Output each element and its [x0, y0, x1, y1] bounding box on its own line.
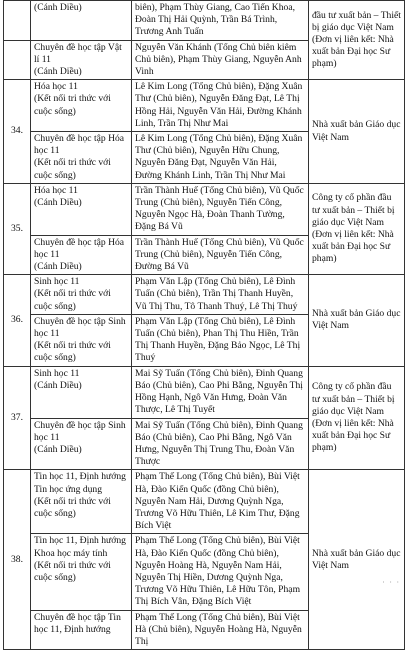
book-title: (Cánh Diều)	[31, 1, 132, 41]
table-row	[4, 1, 405, 41]
book-title: Chuyên đề học tập Tin học 11, Định hướng	[31, 610, 132, 650]
table-row	[4, 80, 405, 132]
book-title: Chuyên đề học tập Vật lí 11 (Cánh Diều)	[31, 40, 132, 80]
authors: Phạm Văn Lập (Tổng Chủ biên), Lê Đình Tuấn (Chủ biên), Phan Thị Thu Hiền, Trần Thị Thanh Huyền, Đặng Bảo Ngọc, Lê Thị Thuý	[132, 314, 309, 366]
publisher: Nhà xuất bản Giáo dục Việt Nam	[309, 80, 405, 184]
book-title: Hóa học 11 (Kết nối tri thức với cuộc sống)	[31, 80, 132, 132]
authors: Phạm Thế Long (Tổng Chủ biên), Bùi Việt Hà, Đào Kiến Quốc (đồng Chủ biên), Nguyễn Hoàng Hà, Nguyễn Nam Hải, Nguyễn Thị Hiền, Dương Quỳnh Nga, Trương Võ Hữu Thiên, Lê Hữu Tôn, Phạm Thị Bích Vân, Đặng Bích Việt	[132, 534, 309, 610]
book-title: Sinh học 11 (Cánh Diều)	[31, 366, 132, 418]
publisher: Nhà xuất bản Giáo dục Việt Nam	[309, 470, 405, 650]
authors: Lê Kim Long (Tổng Chủ biên), Đặng Xuân Thư (Chủ biên), Nguyễn Đăng Đạt, Lê Thị Hồng Hải, Nguyễn Văn Hải, Đường Khánh Linh, Trần Thị Như Mai	[132, 80, 309, 132]
book-title: Hóa học 11 (Cánh Diều)	[31, 183, 132, 235]
row-number: 34.	[4, 80, 31, 184]
table-row	[4, 275, 405, 315]
authors: Nguyễn Văn Khánh (Tổng Chủ biên kiêm Chủ biên), Phạm Thùy Giang, Nguyễn Anh Vinh	[132, 40, 309, 80]
row-number	[4, 1, 31, 41]
book-title: Chuyên đề học tập Hóa học 11 (Cánh Diều)	[31, 235, 132, 275]
authors: Phạm Văn Lập (Tổng Chủ biên), Lê Đình Tuấn (Chủ biên), Trần Thị Thanh Huyền, Vũ Thị Thu, Tô Thanh Thuý, Lê Thị Thuý	[132, 275, 309, 315]
book-title: Chuyên đề học tập Sinh học 11 (Kết nối tri thức với cuộc sống)	[31, 314, 132, 366]
table-row	[4, 366, 405, 418]
authors: Mai Sỹ Tuấn (Tổng Chủ biên), Đinh Quang Báo (Chủ biên), Cao Phi Bằng, Nguyễn Thị Hồng Hạnh, Ngô Văn Hưng, Đoàn Văn Thược, Lê Thị Tuyết	[132, 366, 309, 418]
authors: Trần Thành Huế (Tổng Chủ biên), Vũ Quốc Trung (Chủ biên), Nguyễn Tiến Công, Nguyễn Ngọc Hà, Đoàn Thanh Tường, Đặng Bá Vũ	[132, 183, 309, 235]
page-edge-marks: · · ·	[382, 578, 400, 587]
publisher: Công ty cổ phần đầu tư xuất bản – Thiết bị giáo dục Việt Nam (Đơn vị liên kết: Nhà xuất bản Đại học Sư phạm)	[309, 366, 405, 470]
authors: Phạm Thế Long (Tổng Chủ biên), Bùi Việt Hà, Đào Kiến Quốc (đồng Chủ biên), Nguyễn Nam Hải, Dương Quỳnh Nga, Trương Võ Hữu Thiên, Lê Kim Thư, Đặng Bích Việt	[132, 470, 309, 534]
book-title: Sinh học 11 (Kết nối tri thức với cuộc sống)	[31, 275, 132, 315]
book-title: Tin học 11, Định hướng Khoa học máy tính (Kết nối tri thức với cuộc sống)	[31, 534, 132, 610]
row-number: 37.	[4, 366, 31, 470]
row-number	[4, 40, 31, 80]
authors: biên), Phạm Thùy Giang, Cao Tiến Khoa, Đoàn Thị Hải Quỳnh, Trần Bá Trình, Trương Anh Tuấn	[132, 1, 309, 41]
book-title: Tin học 11, Định hướng Tin học ứng dụng (Kết nối tri thức với cuộc sống)	[31, 470, 132, 534]
row-number: 38.	[4, 470, 31, 650]
publisher: Công ty cổ phần đầu tư xuất bản – Thiết bị giáo dục Việt Nam (Đơn vị liên kết: Nhà xuất bản Đại học Sư phạm)	[309, 183, 405, 274]
book-title: Chuyên đề học tập Sinh học 11 (Cánh Diều)	[31, 418, 132, 470]
row-number: 36.	[4, 275, 31, 366]
publisher: Nhà xuất bản Giáo dục Việt Nam	[309, 275, 405, 366]
row-number: 35.	[4, 183, 31, 274]
table-row	[4, 183, 405, 235]
authors: Mai Sỹ Tuấn (Tổng Chủ biên), Đinh Quang Báo (Chủ biên), Cao Phi Bằng, Ngô Văn Hưng, Nguyễn Thị Trung Thu, Đoàn Văn Thược	[132, 418, 309, 470]
publisher: đầu tư xuất bản – Thiết bị giáo dục Việt Nam (Đơn vị liên kết: Nhà xuất bản Đại học Sư phạm)	[309, 1, 405, 80]
table-row	[4, 470, 405, 534]
authors: Lê Kim Long (Tổng Chủ biên), Đặng Xuân Thư (Chủ biên), Nguyễn Hữu Chung, Nguyễn Đăng Đạt, Nguyễn Văn Hải, Đường Khánh Linh, Trần Thị Như Mai	[132, 132, 309, 184]
textbook-table	[3, 0, 405, 650]
book-title: Chuyên đề học tập Hóa học 11 (Kết nối tri thức với cuộc sống)	[31, 132, 132, 184]
authors: Trần Thành Huế (Tổng Chủ biên), Vũ Quốc Trung (Chủ biên), Nguyễn Tiến Công, Đường Bá Vũ	[132, 235, 309, 275]
authors: Phạm Thế Long (Tổng Chủ biên), Bùi Việt Hà (Chủ biên), Nguyễn Hoàng Hà, Nguyễn Thị	[132, 610, 309, 650]
